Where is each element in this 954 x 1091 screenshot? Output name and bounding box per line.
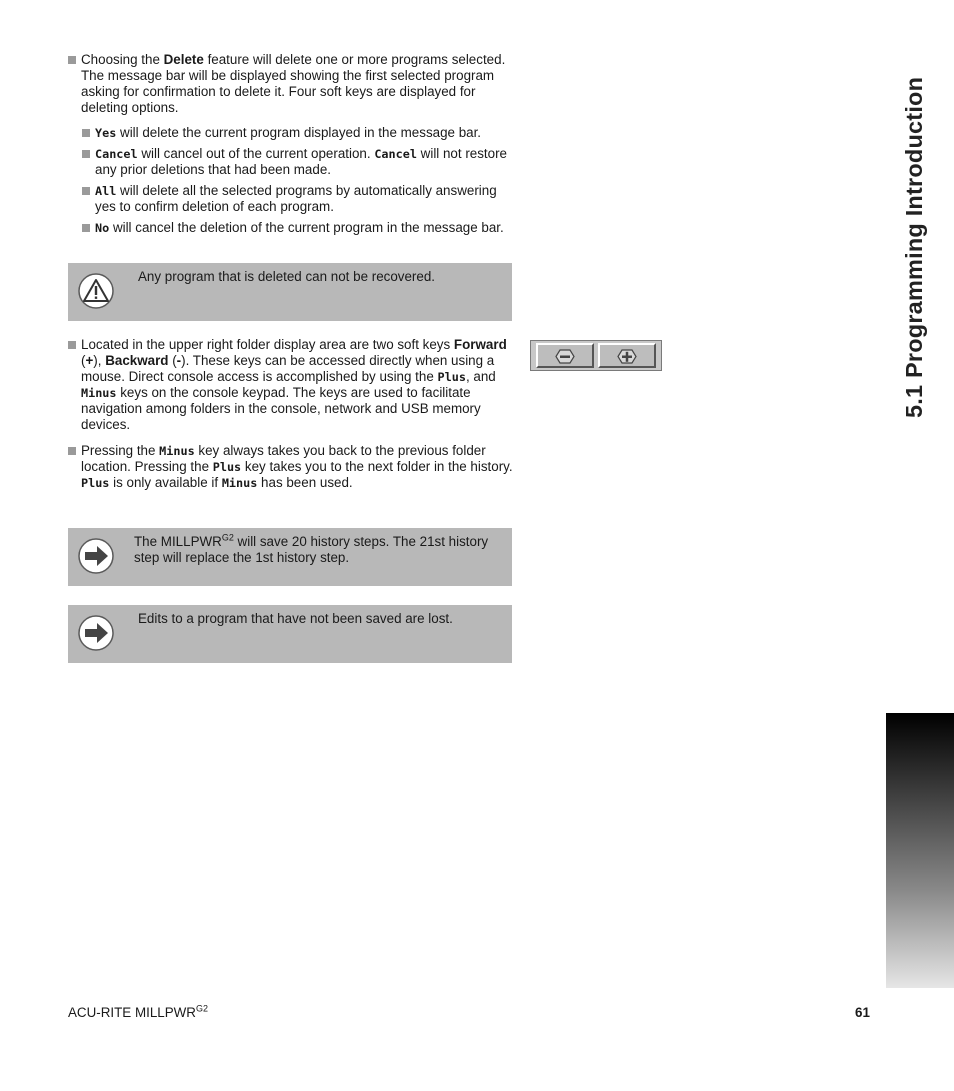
- delete-intro-paragraph: [68, 52, 513, 116]
- history-note-text: [134, 534, 494, 566]
- warning-note-text: Any program that is deleted can not be recovered.: [138, 269, 436, 284]
- backward-softkey[interactable]: [536, 343, 594, 368]
- text-span: will save 20 history steps. The 21st history step will replace the 1st history step.: [134, 534, 489, 565]
- yes-key-label: Yes: [95, 126, 117, 140]
- text-span: feature will delete one or more programs selected. The message bar will be displayed showing the first selected program asking for confirmation to delete it. Four soft keys are displayed for deleting options.: [81, 52, 506, 115]
- plus-key-label: Plus: [212, 460, 242, 474]
- page-number: 61: [855, 1005, 870, 1020]
- minus-icon: [555, 348, 575, 365]
- bullet-marker: [82, 150, 90, 158]
- superscript: G2: [195, 1003, 208, 1014]
- text-span: will delete the current program displayed in the message bar.: [116, 125, 482, 140]
- text-span: Located in the upper right folder display area are two soft keys: [81, 337, 454, 352]
- minus-sign: -: [176, 353, 182, 368]
- text-span: key takes you to the next folder in the history.: [241, 459, 513, 474]
- text-span: Pressing the: [81, 443, 160, 458]
- plus-key-label: Plus: [437, 370, 466, 384]
- warning-note: [68, 263, 512, 321]
- cancel-key-label: Cancel: [374, 147, 417, 161]
- history-note: [68, 528, 512, 586]
- text-span: is only available if: [109, 475, 222, 490]
- edits-note-text: Edits to a program that have not been saved are lost.: [138, 611, 453, 626]
- text-span: ),: [93, 353, 106, 368]
- minus-key-label: Minus: [159, 444, 195, 458]
- footer-product: [68, 1005, 208, 1021]
- yes-option-paragraph: [82, 125, 512, 141]
- text-span: (: [168, 353, 177, 368]
- plus-icon: [617, 348, 637, 365]
- cancel-key-label: Cancel: [95, 147, 138, 161]
- forward-term: Forward: [453, 337, 507, 352]
- plus-sign: +: [85, 353, 94, 368]
- text-span: Choosing the: [81, 52, 164, 67]
- arrow-right-circle-icon: [78, 615, 114, 651]
- bullet-marker: [68, 447, 76, 455]
- bullet-marker: [82, 224, 90, 232]
- backward-term: Backward: [105, 353, 169, 368]
- folder-keys-paragraph: [68, 337, 513, 433]
- text-span: (: [81, 353, 86, 368]
- edits-note: [68, 605, 512, 663]
- text-span: , and: [465, 369, 496, 384]
- delete-term: Delete: [163, 52, 204, 67]
- bullet-marker: [68, 341, 76, 349]
- folder-softkeys: [530, 340, 662, 371]
- chapter-side-title: 5.1 Programming Introduction: [901, 76, 927, 418]
- chapter-tab: [886, 713, 954, 988]
- text-span: ACU-RITE MILLPWR: [68, 1005, 196, 1020]
- arrow-right-circle-icon: [78, 538, 114, 574]
- minus-key-label: Minus: [221, 476, 258, 490]
- bullet-marker: [82, 129, 90, 137]
- no-key-label: No: [95, 221, 110, 235]
- cancel-option-paragraph: [82, 146, 512, 178]
- no-option-paragraph: [82, 220, 512, 236]
- minus-key-label: Minus: [81, 386, 117, 400]
- text-span: The MILLPWR: [134, 534, 222, 549]
- superscript: G2: [221, 532, 234, 543]
- text-span: will not restore any prior deletions that had been made.: [95, 146, 507, 177]
- text-span: has been used.: [257, 475, 353, 490]
- text-span: will delete all the selected programs by automatically answering yes to confirm deletion of each program.: [95, 183, 497, 214]
- bullet-marker: [82, 187, 90, 195]
- text-span: will cancel the deletion of the current program in the message bar.: [109, 220, 504, 235]
- text-span: keys on the console keypad. The keys are used to facilitate navigation among folders in the console, network and USB memory devices.: [81, 385, 481, 432]
- warning-triangle-icon: [78, 273, 114, 309]
- all-key-label: All: [95, 184, 117, 198]
- bullet-marker: [68, 56, 76, 64]
- history-paragraph: [68, 443, 513, 491]
- all-option-paragraph: [82, 183, 512, 215]
- plus-key-label: Plus: [81, 476, 110, 490]
- forward-softkey[interactable]: [598, 343, 656, 368]
- text-span: ). These keys can be accessed directly when using a mouse. Direct console access is accomplished by using the: [81, 353, 495, 384]
- text-span: key always takes you back to the previous folder location. Pressing the: [81, 443, 486, 474]
- text-span: will cancel out of the current operation.: [137, 146, 375, 161]
